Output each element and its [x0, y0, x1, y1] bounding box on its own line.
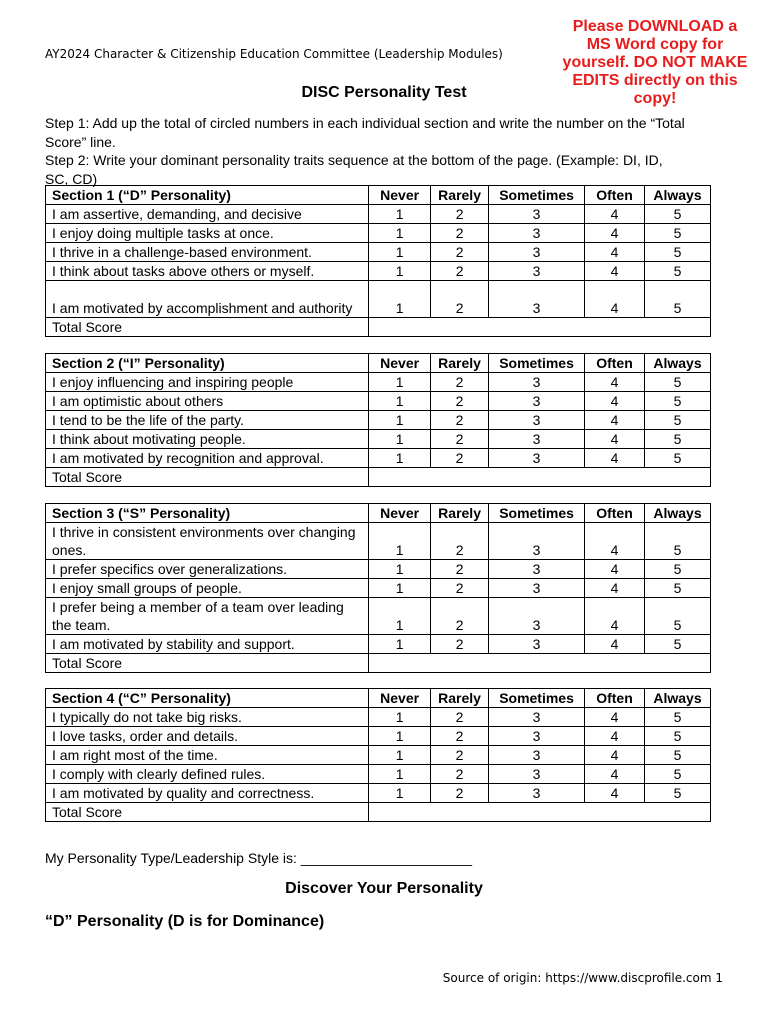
rating-option[interactable]: 2	[431, 373, 489, 392]
rating-option[interactable]: 4	[585, 579, 645, 598]
question-row	[46, 765, 711, 784]
rating-option[interactable]: 2	[431, 392, 489, 411]
step-2: Step 2: Write your dominant personality traits sequence at the bottom of the page. (Example: DI, ID, SC, CD)	[45, 152, 663, 187]
question-row	[46, 708, 711, 727]
column-header: Sometimes	[489, 354, 585, 373]
total-score-row	[46, 803, 711, 822]
column-header: Never	[369, 186, 431, 205]
rating-option[interactable]: 4	[585, 373, 645, 392]
section-table-4	[45, 688, 711, 822]
page-title: DISC Personality Test	[301, 84, 467, 101]
rating-option[interactable]: 2	[431, 281, 489, 318]
rating-option[interactable]: 1	[369, 579, 431, 598]
rating-option[interactable]: 2	[431, 746, 489, 765]
section-header-row	[46, 504, 711, 523]
step-1: Step 1: Add up the total of circled numbers in each individual section and write the number on the “Total Score” line.	[45, 115, 685, 150]
rating-option[interactable]: 3	[489, 784, 585, 803]
rating-option[interactable]: 5	[644, 373, 710, 392]
column-header: Sometimes	[489, 689, 585, 708]
question-text: I enjoy small groups of people.	[46, 579, 369, 598]
rating-option[interactable]: 1	[369, 373, 431, 392]
rating-option[interactable]: 4	[585, 635, 645, 654]
rating-option[interactable]: 5	[644, 765, 710, 784]
rating-option[interactable]: 2	[431, 598, 489, 635]
question-row	[46, 560, 711, 579]
rating-option[interactable]: 3	[489, 411, 585, 430]
column-header: Always	[644, 186, 710, 205]
question-row	[46, 598, 711, 635]
question-text: I prefer being a member of a team over leading the team.	[46, 598, 369, 635]
rating-option[interactable]: 3	[489, 281, 585, 318]
question-row	[46, 523, 711, 560]
rating-option[interactable]: 5	[644, 727, 710, 746]
rating-option[interactable]: 4	[585, 708, 645, 727]
download-notice: Please DOWNLOAD a MS Word copy for yourself. DO NOT MAKE EDITS directly on this copy!	[562, 18, 748, 107]
question-row	[46, 373, 711, 392]
rating-option[interactable]: 3	[489, 373, 585, 392]
rating-option[interactable]: 3	[489, 449, 585, 468]
rating-option[interactable]: 1	[369, 449, 431, 468]
section-title: Section 3 (“S” Personality)	[46, 504, 369, 523]
question-row	[46, 243, 711, 262]
rating-option[interactable]: 3	[489, 635, 585, 654]
rating-option[interactable]: 1	[369, 411, 431, 430]
rating-option[interactable]: 5	[644, 411, 710, 430]
rating-option[interactable]: 5	[644, 205, 710, 224]
rating-option[interactable]: 3	[489, 224, 585, 243]
rating-option[interactable]: 1	[369, 262, 431, 281]
question-row	[46, 449, 711, 468]
rating-option[interactable]: 4	[585, 243, 645, 262]
rating-option[interactable]: 1	[369, 784, 431, 803]
question-row	[46, 392, 711, 411]
rating-option[interactable]: 2	[431, 449, 489, 468]
total-score-field[interactable]	[369, 803, 711, 822]
rating-option[interactable]: 1	[369, 635, 431, 654]
section-header-row	[46, 354, 711, 373]
total-score-label: Total Score	[46, 654, 369, 673]
rating-option[interactable]: 2	[431, 727, 489, 746]
rating-option[interactable]: 5	[644, 708, 710, 727]
total-score-field[interactable]	[369, 468, 711, 487]
question-row	[46, 205, 711, 224]
question-row	[46, 430, 711, 449]
rating-option[interactable]: 5	[644, 784, 710, 803]
rating-option[interactable]: 4	[585, 523, 645, 560]
rating-option[interactable]: 3	[489, 523, 585, 560]
question-row	[46, 262, 711, 281]
rating-option[interactable]: 2	[431, 635, 489, 654]
rating-option[interactable]: 1	[369, 708, 431, 727]
rating-option[interactable]: 5	[644, 579, 710, 598]
total-score-row	[46, 468, 711, 487]
question-text: I love tasks, order and details.	[46, 727, 369, 746]
rating-option[interactable]: 5	[644, 392, 710, 411]
rating-option[interactable]: 3	[489, 560, 585, 579]
question-text: I am right most of the time.	[46, 746, 369, 765]
question-text: I think about tasks above others or myself.	[46, 262, 369, 281]
rating-option[interactable]: 1	[369, 746, 431, 765]
question-row	[46, 635, 711, 654]
question-text: I am motivated by recognition and approval.	[46, 449, 369, 468]
rating-option[interactable]: 1	[369, 523, 431, 560]
question-row	[46, 224, 711, 243]
rating-option[interactable]: 3	[489, 746, 585, 765]
committee-header: AY2024 Character & Citizenship Education Committee (Leadership Modules)	[45, 47, 503, 61]
column-header: Always	[644, 689, 710, 708]
column-header: Rarely	[431, 186, 489, 205]
section-header-row	[46, 689, 711, 708]
question-row	[46, 411, 711, 430]
rating-option[interactable]: 3	[489, 392, 585, 411]
rating-option[interactable]: 3	[489, 430, 585, 449]
rating-option[interactable]: 5	[644, 635, 710, 654]
total-score-row	[46, 654, 711, 673]
question-text: I am motivated by accomplishment and authority	[46, 281, 369, 318]
rating-option[interactable]: 3	[489, 205, 585, 224]
column-header: Often	[585, 186, 645, 205]
column-header: Always	[644, 504, 710, 523]
rating-option[interactable]: 1	[369, 281, 431, 318]
question-text: I comply with clearly defined rules.	[46, 765, 369, 784]
section-title: Section 4 (“C” Personality)	[46, 689, 369, 708]
rating-option[interactable]: 2	[431, 560, 489, 579]
question-text: I typically do not take big risks.	[46, 708, 369, 727]
rating-option[interactable]: 2	[431, 205, 489, 224]
section-title: Section 1 (“D” Personality)	[46, 186, 369, 205]
instructions	[45, 114, 685, 188]
rating-option[interactable]: 4	[585, 784, 645, 803]
rating-option[interactable]: 5	[644, 430, 710, 449]
rating-option[interactable]: 4	[585, 262, 645, 281]
rating-option[interactable]: 2	[431, 243, 489, 262]
column-header: Always	[644, 354, 710, 373]
rating-option[interactable]: 4	[585, 560, 645, 579]
total-score-field[interactable]	[369, 654, 711, 673]
rating-option[interactable]: 1	[369, 560, 431, 579]
rating-option[interactable]: 5	[644, 224, 710, 243]
rating-option[interactable]: 4	[585, 598, 645, 635]
question-text: I enjoy doing multiple tasks at once.	[46, 224, 369, 243]
column-header: Sometimes	[489, 186, 585, 205]
rating-option[interactable]: 1	[369, 243, 431, 262]
question-row	[46, 784, 711, 803]
column-header: Never	[369, 689, 431, 708]
total-score-row	[46, 318, 711, 337]
rating-option[interactable]: 1	[369, 430, 431, 449]
rating-option[interactable]: 3	[489, 579, 585, 598]
rating-option[interactable]: 3	[489, 765, 585, 784]
question-text: I think about motivating people.	[46, 430, 369, 449]
rating-option[interactable]: 5	[644, 449, 710, 468]
rating-option[interactable]: 4	[585, 411, 645, 430]
rating-option[interactable]: 2	[431, 765, 489, 784]
rating-option[interactable]: 4	[585, 765, 645, 784]
personality-type-line: My Personality Type/Leadership Style is: ______________________	[45, 850, 473, 866]
rating-option[interactable]: 5	[644, 281, 710, 318]
question-text: I am motivated by stability and support.	[46, 635, 369, 654]
question-row	[46, 727, 711, 746]
question-text: I enjoy influencing and inspiring people	[46, 373, 369, 392]
column-header: Never	[369, 504, 431, 523]
rating-option[interactable]: 1	[369, 598, 431, 635]
question-text: I prefer specifics over generalizations.	[46, 560, 369, 579]
rating-option[interactable]: 4	[585, 392, 645, 411]
rating-option[interactable]: 2	[431, 579, 489, 598]
rating-option[interactable]: 2	[431, 224, 489, 243]
rating-option[interactable]: 4	[585, 224, 645, 243]
discover-heading: Discover Your Personality	[285, 880, 483, 897]
rating-option[interactable]: 4	[585, 746, 645, 765]
column-header: Rarely	[431, 504, 489, 523]
column-header: Rarely	[431, 354, 489, 373]
column-header: Often	[585, 354, 645, 373]
rating-option[interactable]: 2	[431, 262, 489, 281]
source-footer: Source of origin: https://www.discprofile.com 1	[442, 971, 723, 985]
total-score-label: Total Score	[46, 468, 369, 487]
rating-option[interactable]: 1	[369, 727, 431, 746]
section-table-2	[45, 353, 711, 487]
question-text: I tend to be the life of the party.	[46, 411, 369, 430]
rating-option[interactable]: 1	[369, 765, 431, 784]
rating-option[interactable]: 3	[489, 262, 585, 281]
rating-option[interactable]: 2	[431, 784, 489, 803]
rating-option[interactable]: 3	[489, 243, 585, 262]
rating-option[interactable]: 5	[644, 560, 710, 579]
total-score-label: Total Score	[46, 318, 369, 337]
total-score-field[interactable]	[369, 318, 711, 337]
rating-option[interactable]: 5	[644, 598, 710, 635]
rating-option[interactable]: 1	[369, 224, 431, 243]
question-text: I am motivated by quality and correctness.	[46, 784, 369, 803]
column-header: Often	[585, 504, 645, 523]
rating-option[interactable]: 5	[644, 243, 710, 262]
rating-option[interactable]: 4	[585, 281, 645, 318]
question-row	[46, 281, 711, 318]
column-header: Rarely	[431, 689, 489, 708]
rating-option[interactable]: 1	[369, 205, 431, 224]
question-row	[46, 579, 711, 598]
total-score-label: Total Score	[46, 803, 369, 822]
section-header-row	[46, 186, 711, 205]
d-personality-heading: “D” Personality (D is for Dominance)	[45, 913, 325, 930]
rating-option[interactable]: 4	[585, 727, 645, 746]
rating-option[interactable]: 2	[431, 430, 489, 449]
rating-option[interactable]: 1	[369, 392, 431, 411]
question-text: I thrive in consistent environments over changing ones.	[46, 523, 369, 560]
rating-option[interactable]: 5	[644, 262, 710, 281]
rating-option[interactable]: 3	[489, 727, 585, 746]
rating-option[interactable]: 5	[644, 746, 710, 765]
section-table-1	[45, 185, 711, 337]
rating-option[interactable]: 4	[585, 449, 645, 468]
rating-option[interactable]: 2	[431, 523, 489, 560]
column-header: Often	[585, 689, 645, 708]
question-text: I thrive in a challenge-based environment.	[46, 243, 369, 262]
question-text: I am assertive, demanding, and decisive	[46, 205, 369, 224]
question-text: I am optimistic about others	[46, 392, 369, 411]
column-header: Never	[369, 354, 431, 373]
rating-option[interactable]: 4	[585, 430, 645, 449]
rating-option[interactable]: 4	[585, 205, 645, 224]
rating-option[interactable]: 3	[489, 598, 585, 635]
section-title: Section 2 (“I” Personality)	[46, 354, 369, 373]
section-table-3	[45, 503, 711, 673]
column-header: Sometimes	[489, 504, 585, 523]
question-row	[46, 746, 711, 765]
rating-option[interactable]: 5	[644, 523, 710, 560]
rating-option[interactable]: 2	[431, 411, 489, 430]
rating-option[interactable]: 3	[489, 708, 585, 727]
rating-option[interactable]: 2	[431, 708, 489, 727]
